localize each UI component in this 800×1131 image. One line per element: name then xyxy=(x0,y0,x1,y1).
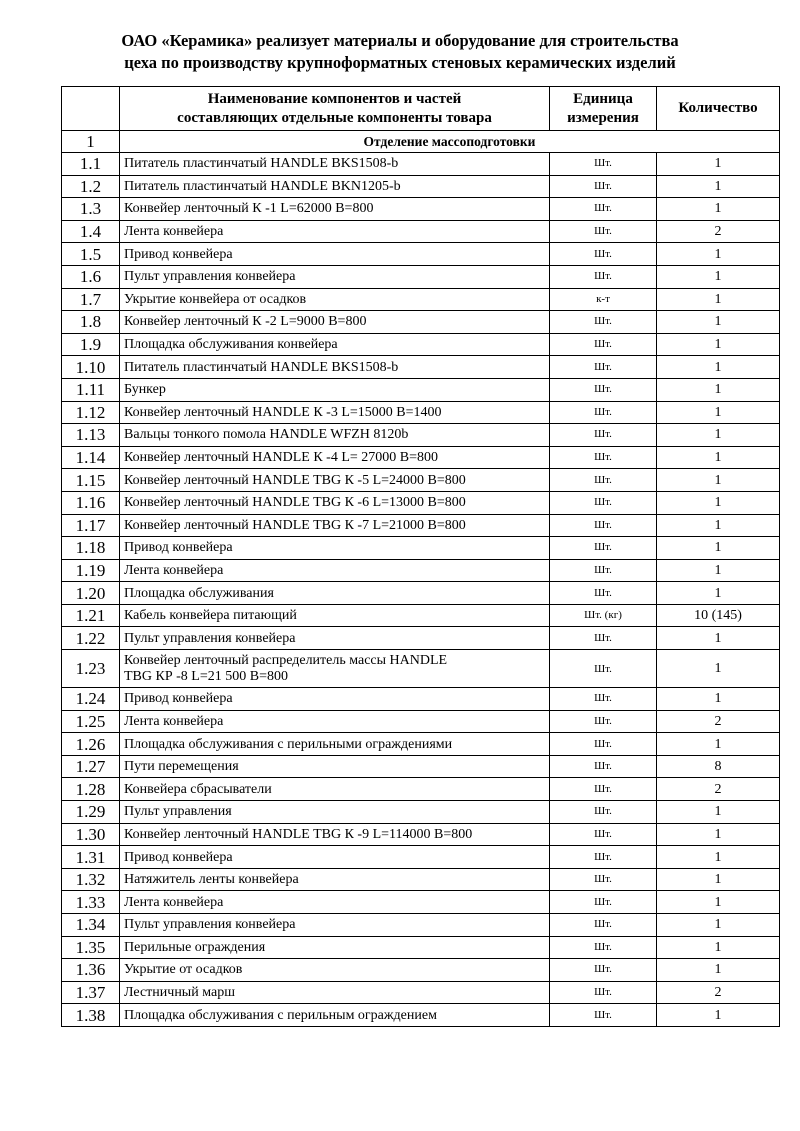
row-name: Лента конвейера xyxy=(120,891,550,914)
row-name: Площадка обслуживания конвейера xyxy=(120,333,550,356)
row-qty: 1 xyxy=(657,198,780,221)
row-num: 1.13 xyxy=(62,424,120,447)
row-unit: Шт. xyxy=(550,733,657,756)
row-name: Вальцы тонкого помола HANDLE WFZH 8120b xyxy=(120,424,550,447)
row-name xyxy=(120,650,550,688)
section-name: Отделение массоподготовки xyxy=(120,131,780,153)
row-num: 1.6 xyxy=(62,265,120,288)
row-unit: Шт. xyxy=(550,198,657,221)
row-num: 1.15 xyxy=(62,469,120,492)
row-qty: 1 xyxy=(657,265,780,288)
row-unit: Шт. xyxy=(550,469,657,492)
row-qty: 1 xyxy=(657,936,780,959)
row-qty: 8 xyxy=(657,755,780,778)
table-row xyxy=(62,265,780,288)
row-qty: 1 xyxy=(657,582,780,605)
table-row xyxy=(62,243,780,266)
section-row xyxy=(62,131,780,153)
row-name: Питатель пластинчатый HANDLE BKN1205-b xyxy=(120,175,550,198)
row-qty: 1 xyxy=(657,559,780,582)
row-num: 1.38 xyxy=(62,1004,120,1027)
row-num: 1.19 xyxy=(62,559,120,582)
header-unit xyxy=(550,87,657,131)
table-row xyxy=(62,198,780,221)
row-name: Конвейер ленточный К -1 L=62000 B=800 xyxy=(120,198,550,221)
row-name: Лента конвейера xyxy=(120,220,550,243)
row-qty: 1 xyxy=(657,288,780,311)
row-unit: Шт. xyxy=(550,153,657,176)
row-name: Натяжитель ленты конвейера xyxy=(120,868,550,891)
row-num: 1.37 xyxy=(62,981,120,1004)
row-unit: Шт. xyxy=(550,650,657,688)
row-name: Конвейер ленточный HANDLE TBG К -5 L=24000 B=800 xyxy=(120,469,550,492)
row-qty: 1 xyxy=(657,175,780,198)
row-num: 1.29 xyxy=(62,801,120,824)
table-row xyxy=(62,559,780,582)
row-num: 1.17 xyxy=(62,514,120,537)
row-qty: 1 xyxy=(657,153,780,176)
row-qty: 1 xyxy=(657,801,780,824)
row-num: 1.26 xyxy=(62,733,120,756)
row-num: 1.24 xyxy=(62,688,120,711)
row-qty: 2 xyxy=(657,710,780,733)
row-unit: Шт. xyxy=(550,936,657,959)
table-row xyxy=(62,891,780,914)
header-unit-line-1: Единица xyxy=(573,90,633,107)
title-line-1: ОАО «Керамика» реализует материалы и оборудование для строительства xyxy=(121,31,679,50)
row-name-line-1: Конвейер ленточный распределитель массы HANDLE xyxy=(124,652,448,668)
row-num: 1.10 xyxy=(62,356,120,379)
row-qty: 1 xyxy=(657,891,780,914)
row-num: 1.33 xyxy=(62,891,120,914)
table-row xyxy=(62,288,780,311)
row-unit: Шт. xyxy=(550,801,657,824)
row-unit: Шт. xyxy=(550,424,657,447)
row-num: 1.18 xyxy=(62,537,120,560)
row-qty: 2 xyxy=(657,220,780,243)
row-qty: 2 xyxy=(657,778,780,801)
row-name: Пульт управления конвейера xyxy=(120,627,550,650)
row-unit: Шт. xyxy=(550,755,657,778)
row-unit: Шт. xyxy=(550,243,657,266)
table-header-row xyxy=(62,87,780,131)
row-qty: 1 xyxy=(657,446,780,469)
row-name: Кабель конвейера питающий xyxy=(120,604,550,627)
row-name: Площадка обслуживания с перильными ограждениями xyxy=(120,733,550,756)
row-name: Пульт управления конвейера xyxy=(120,265,550,288)
row-name: Перильные ограждения xyxy=(120,936,550,959)
table-row xyxy=(62,1004,780,1027)
row-qty: 1 xyxy=(657,823,780,846)
row-unit: Шт. xyxy=(550,401,657,424)
row-unit: Шт. (кг) xyxy=(550,604,657,627)
row-num: 1.30 xyxy=(62,823,120,846)
table-row xyxy=(62,914,780,937)
row-qty: 1 xyxy=(657,243,780,266)
row-unit: Шт. xyxy=(550,378,657,401)
row-num: 1.25 xyxy=(62,710,120,733)
row-num: 1.31 xyxy=(62,846,120,869)
row-num: 1.12 xyxy=(62,401,120,424)
row-num: 1.8 xyxy=(62,311,120,334)
row-unit: Шт. xyxy=(550,914,657,937)
row-unit: Шт. xyxy=(550,559,657,582)
row-unit: Шт. xyxy=(550,891,657,914)
row-num: 1.3 xyxy=(62,198,120,221)
row-unit: Шт. xyxy=(550,311,657,334)
table-row xyxy=(62,778,780,801)
row-qty: 10 (145) xyxy=(657,604,780,627)
row-num: 1.28 xyxy=(62,778,120,801)
table-row xyxy=(62,446,780,469)
header-unit-line-2: измерения xyxy=(567,109,639,126)
row-unit: Шт. xyxy=(550,846,657,869)
row-name: Пульт управления xyxy=(120,801,550,824)
table-row xyxy=(62,514,780,537)
row-num: 1.23 xyxy=(62,650,120,688)
row-qty: 1 xyxy=(657,514,780,537)
row-unit: Шт. xyxy=(550,582,657,605)
table-row xyxy=(62,733,780,756)
row-unit: Шт. xyxy=(550,175,657,198)
table-row xyxy=(62,175,780,198)
row-unit: Шт. xyxy=(550,446,657,469)
row-qty: 1 xyxy=(657,914,780,937)
row-name: Конвейер ленточный HANDLE TBG К -6 L=13000 B=800 xyxy=(120,491,550,514)
row-name: Бункер xyxy=(120,378,550,401)
header-name-line-2: составляющих отдельные компоненты товара xyxy=(177,109,492,126)
row-unit: Шт. xyxy=(550,265,657,288)
row-qty: 1 xyxy=(657,333,780,356)
row-name: Конвейера сбрасыватели xyxy=(120,778,550,801)
row-unit: Шт. xyxy=(550,778,657,801)
row-qty: 1 xyxy=(657,650,780,688)
row-num: 1.16 xyxy=(62,491,120,514)
header-name-line-1: Наименование компонентов и частей xyxy=(207,90,462,107)
table-row xyxy=(62,688,780,711)
table-row xyxy=(62,627,780,650)
table-row xyxy=(62,801,780,824)
row-qty: 1 xyxy=(657,959,780,982)
table-row xyxy=(62,868,780,891)
row-qty: 1 xyxy=(657,424,780,447)
table-row xyxy=(62,311,780,334)
row-num: 1.36 xyxy=(62,959,120,982)
table-row xyxy=(62,378,780,401)
row-num: 1.7 xyxy=(62,288,120,311)
row-num: 1.20 xyxy=(62,582,120,605)
row-qty: 1 xyxy=(657,311,780,334)
table-row xyxy=(62,650,780,688)
row-name: Лента конвейера xyxy=(120,710,550,733)
row-num: 1.5 xyxy=(62,243,120,266)
row-qty: 1 xyxy=(657,627,780,650)
document-title xyxy=(40,30,760,74)
row-name: Привод конвейера xyxy=(120,243,550,266)
row-name: Конвейер ленточный HANDLE К -4 L= 27000 B=800 xyxy=(120,446,550,469)
row-num: 1.4 xyxy=(62,220,120,243)
table-row xyxy=(62,981,780,1004)
table-row xyxy=(62,424,780,447)
table-row xyxy=(62,537,780,560)
row-name: Укрытие от осадков xyxy=(120,959,550,982)
row-qty: 1 xyxy=(657,378,780,401)
table-row xyxy=(62,604,780,627)
table-row xyxy=(62,153,780,176)
row-num: 1.32 xyxy=(62,868,120,891)
row-num: 1.1 xyxy=(62,153,120,176)
row-unit: Шт. xyxy=(550,333,657,356)
table-row xyxy=(62,823,780,846)
row-unit: Шт. xyxy=(550,514,657,537)
row-unit: Шт. xyxy=(550,823,657,846)
row-name: Площадка обслуживания xyxy=(120,582,550,605)
row-qty: 2 xyxy=(657,981,780,1004)
row-name: Площадка обслуживания с перильным ограждением xyxy=(120,1004,550,1027)
table-row xyxy=(62,401,780,424)
row-name: Пульт управления конвейера xyxy=(120,914,550,937)
row-num: 1.35 xyxy=(62,936,120,959)
table-row xyxy=(62,959,780,982)
row-qty: 1 xyxy=(657,868,780,891)
row-unit: Шт. xyxy=(550,981,657,1004)
table-row xyxy=(62,710,780,733)
row-name: Питатель пластинчатый HANDLE BKS1508-b xyxy=(120,153,550,176)
row-qty: 1 xyxy=(657,846,780,869)
table-row xyxy=(62,936,780,959)
row-unit: Шт. xyxy=(550,1004,657,1027)
row-unit: Шт. xyxy=(550,491,657,514)
row-unit: Шт. xyxy=(550,627,657,650)
row-name: Лента конвейера xyxy=(120,559,550,582)
row-name: Привод конвейера xyxy=(120,688,550,711)
row-unit: Шт. xyxy=(550,688,657,711)
row-name: Конвейер ленточный HANDLE К -3 L=15000 B=1400 xyxy=(120,401,550,424)
table-row xyxy=(62,333,780,356)
table-row xyxy=(62,755,780,778)
row-qty: 1 xyxy=(657,537,780,560)
table-row xyxy=(62,491,780,514)
row-name: Пути перемещения xyxy=(120,755,550,778)
row-name: Конвейер ленточный HANDLE TBG К -7 L=21000 B=800 xyxy=(120,514,550,537)
row-num: 1.14 xyxy=(62,446,120,469)
row-num: 1.22 xyxy=(62,627,120,650)
equipment-table xyxy=(61,86,780,1027)
row-name: Привод конвейера xyxy=(120,537,550,560)
row-name: Укрытие конвейера от осадков xyxy=(120,288,550,311)
table-row xyxy=(62,582,780,605)
row-qty: 1 xyxy=(657,469,780,492)
row-unit: Шт. xyxy=(550,868,657,891)
row-unit: Шт. xyxy=(550,710,657,733)
row-num: 1.11 xyxy=(62,378,120,401)
table-row xyxy=(62,220,780,243)
row-num: 1.27 xyxy=(62,755,120,778)
table-row xyxy=(62,356,780,379)
row-name: Привод конвейера xyxy=(120,846,550,869)
row-num: 1.34 xyxy=(62,914,120,937)
row-name: Конвейер ленточный HANDLE TBG К -9 L=114000 B=800 xyxy=(120,823,550,846)
row-qty: 1 xyxy=(657,356,780,379)
row-qty: 1 xyxy=(657,1004,780,1027)
table-row xyxy=(62,846,780,869)
table-row xyxy=(62,469,780,492)
header-num xyxy=(62,87,120,131)
row-qty: 1 xyxy=(657,733,780,756)
row-name: Лестничный марш xyxy=(120,981,550,1004)
row-unit: Шт. xyxy=(550,356,657,379)
row-qty: 1 xyxy=(657,401,780,424)
row-unit: Шт. xyxy=(550,537,657,560)
section-num: 1 xyxy=(62,131,120,153)
row-name-line-2: TBG КР -8 L=21 500 B=800 xyxy=(124,668,288,684)
row-qty: 1 xyxy=(657,491,780,514)
row-unit: Шт. xyxy=(550,220,657,243)
row-num: 1.9 xyxy=(62,333,120,356)
row-qty: 1 xyxy=(657,688,780,711)
title-line-2: цеха по производству крупноформатных стеновых керамических изделий xyxy=(124,53,676,72)
row-unit: Шт. xyxy=(550,959,657,982)
row-name: Питатель пластинчатый HANDLE BKS1508-b xyxy=(120,356,550,379)
row-unit: к-т xyxy=(550,288,657,311)
row-num: 1.2 xyxy=(62,175,120,198)
row-num: 1.21 xyxy=(62,604,120,627)
header-qty: Количество xyxy=(657,87,780,131)
row-name: Конвейер ленточный К -2 L=9000 B=800 xyxy=(120,311,550,334)
header-name xyxy=(120,87,550,131)
